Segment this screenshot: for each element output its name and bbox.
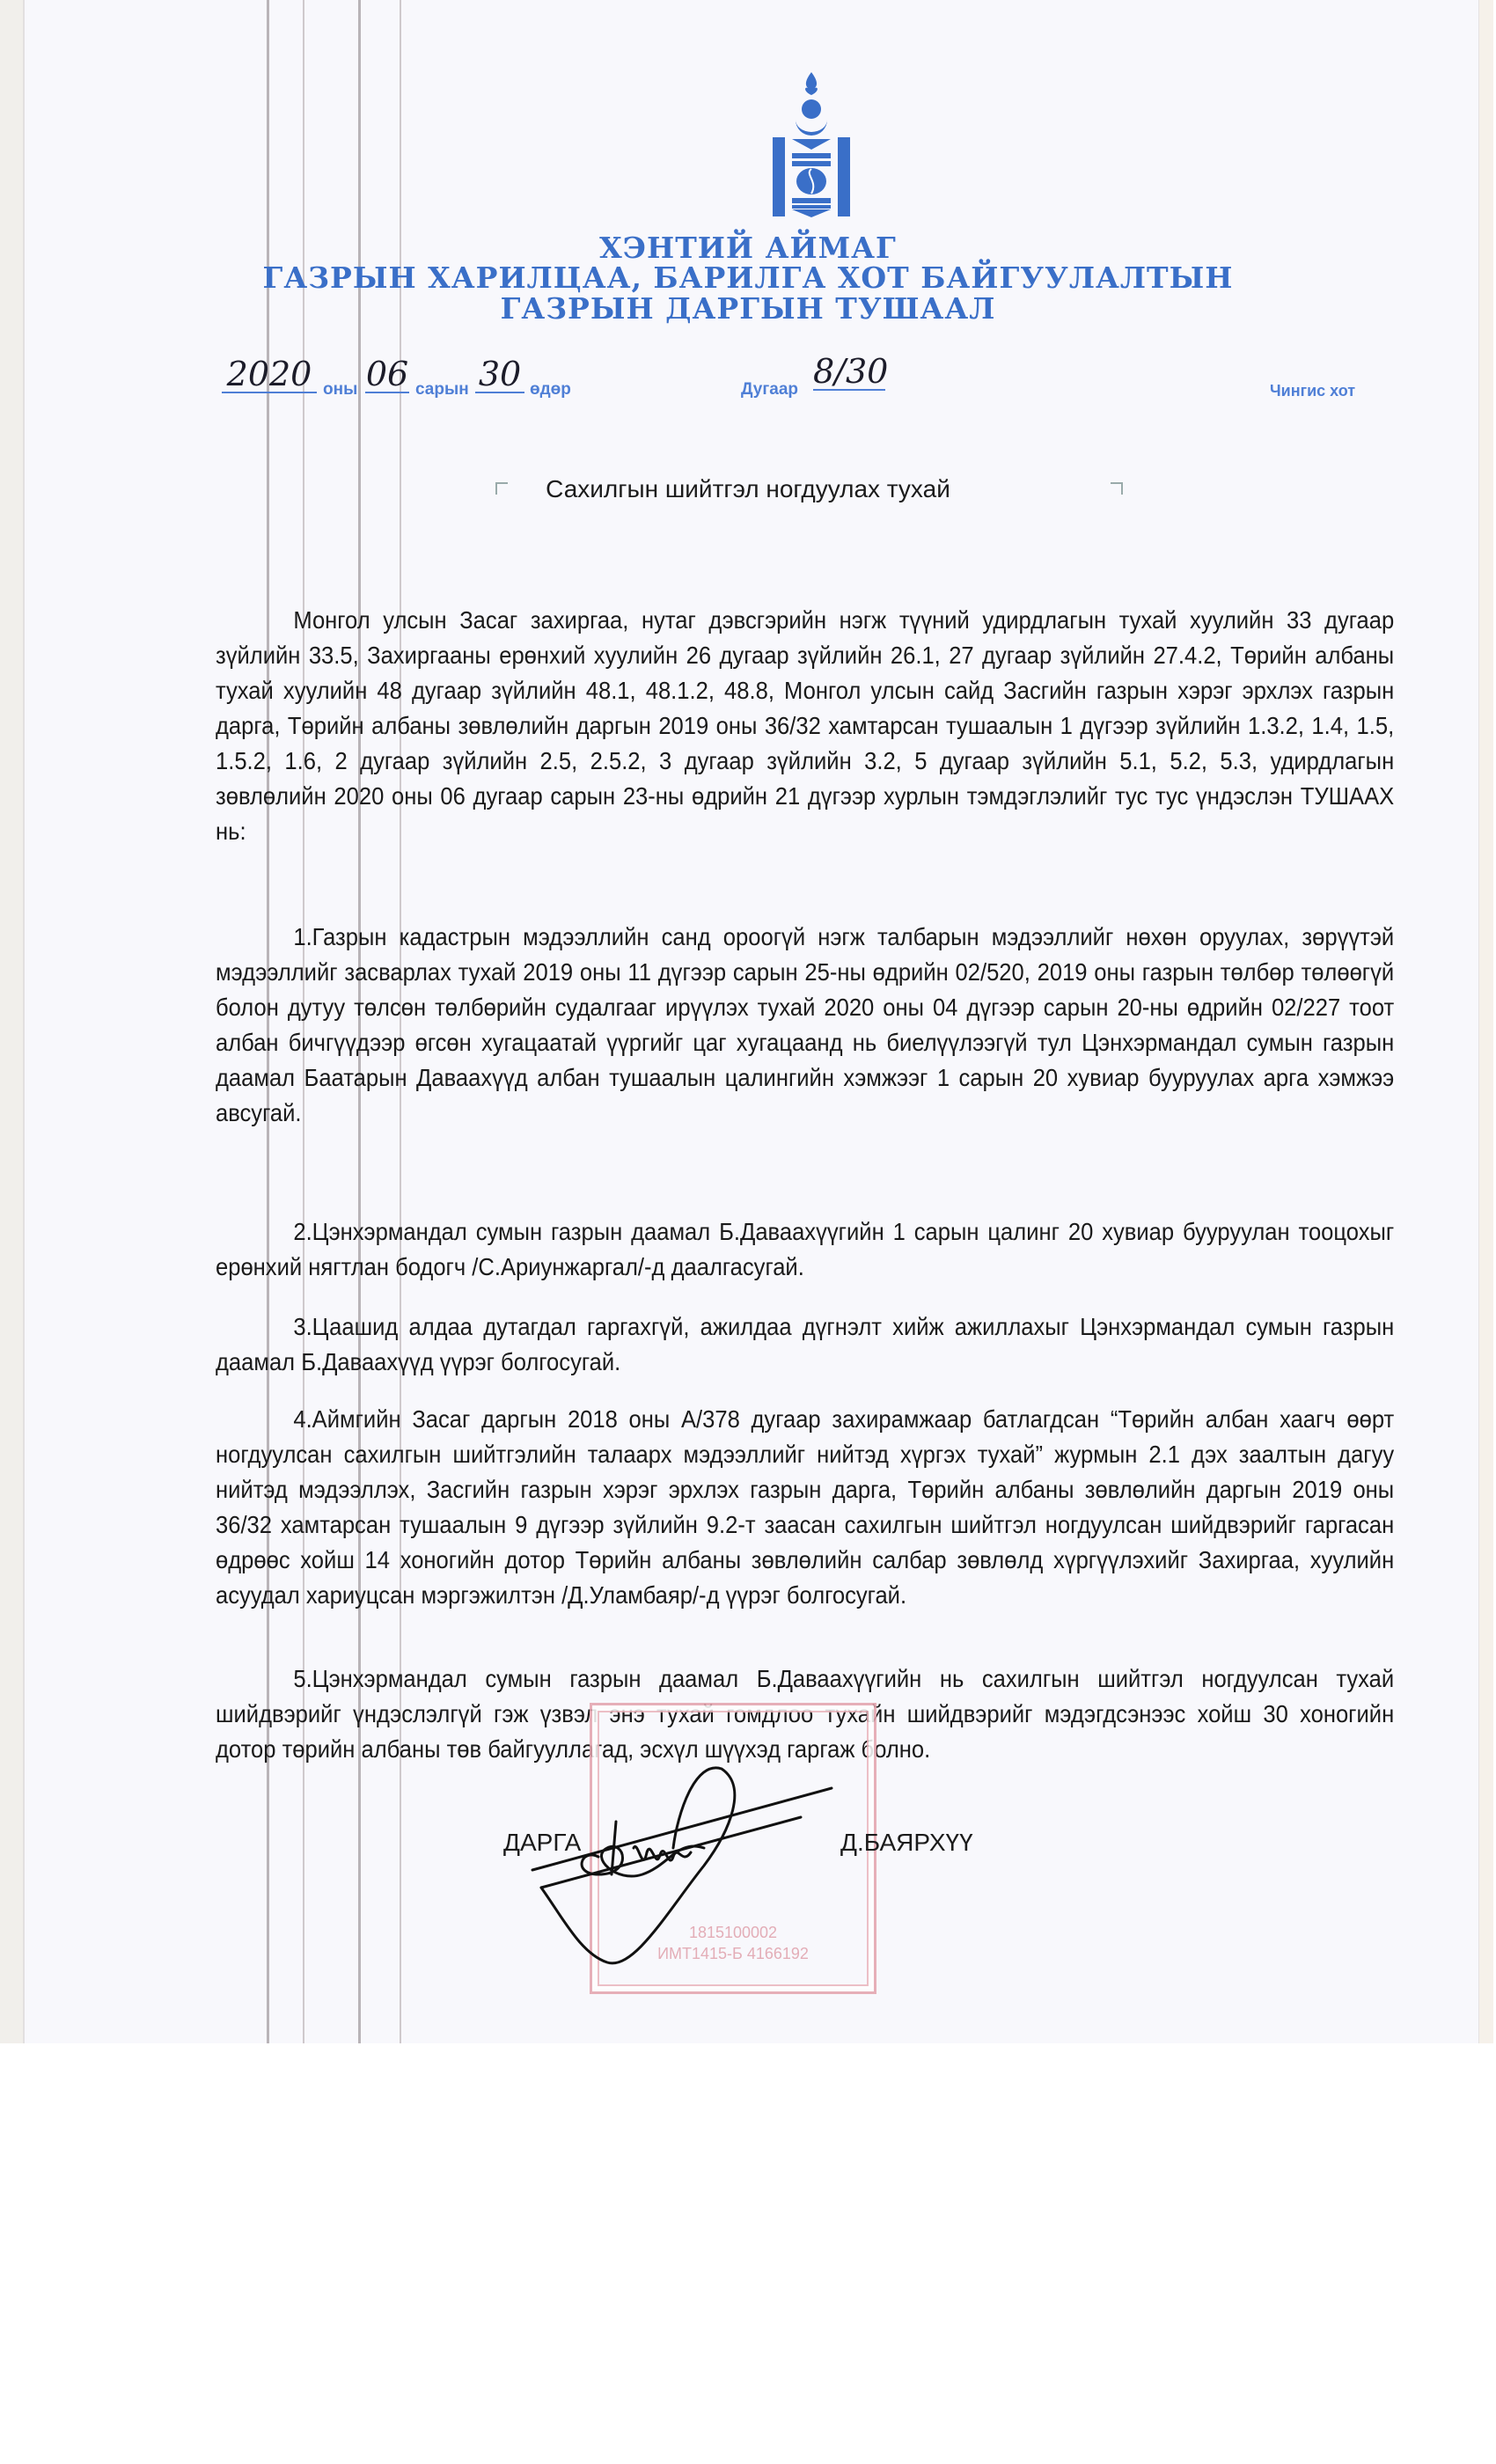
- handwritten-signature-icon: [528, 1751, 933, 2015]
- signatory-position: ДАРГА: [503, 1829, 582, 1856]
- place-label: Чингис хот: [1270, 382, 1356, 400]
- document-body: [216, 920, 1395, 1131]
- date-day: 30: [475, 356, 524, 393]
- clause-1-paragraph: 1.Газрын кадастрын мэдээллийн санд ороогүй нэгж талбарын мэдээллийг нөхөн оруулах, зөрүүтэй мэдээллийг засварлах тухай 2019 оны 11 дүгээр сарын 25-ны өдрийн 02/520, 2019 оны газрын төлбөр төлөөгүй болон дутуу төлсөн төлбөрийн судалгааг ирүүлэх тухай 2020 оны 04 дүгээр сарын 20-ны өдрийн 02/227 тоот албан бичгүүдээр өгсөн хугацаатай үүргийг цаг хугацаанд нь биелүүлээгүй тул Цэнхэрмандал сумын газрын даамал Баатарын Даваахүүд албан тушаалын цалингийн хэмжээг 1 сарын 20 хувиар бууруулах арга хэмжээ авсугай.: [216, 923, 1395, 1126]
- clause-3-paragraph: 3.Цаашид алдаа дутагдал гаргахгүй, ажилдаа дүгнэлт хийж ажиллахыг Цэнхэрмандал сумын газрын даамал Б.Даваахүүд үүрэг болгосугай.: [216, 1313, 1395, 1375]
- letterhead-line-3: ГАЗРЫН ДАРГЫН ТУШААЛ: [500, 291, 996, 326]
- stamp-number-1: 1815100002: [688, 1924, 778, 1941]
- clause-5-paragraph: 5.Цэнхэрмандал сумын газрын даамал Б.Даваахүүгийн нь сахилгын шийтгэл ногдуулсан тухай шийдвэрийг үндэслэлгүй гэж үзвэл энэ тухай гомдлоо тухайн шийдвэрийг мэдэгдсэнээс хойш 30 хоногийн дотор төрийн албаны төв байгууллагад, эсхүл шүүхэд гаргаж болно.: [216, 1665, 1395, 1763]
- clause-2-paragraph: 2.Цэнхэрмандал сумын газрын даамал Б.Даваахүүгийн 1 сарын цалинг 20 хувиар бууруулан тооцохыг ерөнхий нягтлан бодогч /С.Ариунжаргал/-д даалгасугай.: [216, 1218, 1395, 1280]
- document-body: [216, 1214, 1395, 1285]
- date-day-label: өдөр: [530, 380, 571, 399]
- date-month-label: сарын: [415, 380, 469, 399]
- document-body: [216, 1309, 1395, 1380]
- document-title: Сахилгын шийтгэл ногдуулах тухай: [546, 475, 950, 502]
- order-number-label: Дугаар: [741, 380, 798, 399]
- clause-4-paragraph: 4.Аймгийн Засаг даргын 2018 оны А/378 дугаар захирамжаар батлагдсан “Төрийн албан хаагч өөрт ногдуулсан сахилгын шийтгэлийн талаарх мэдээллийг нийтэд хүргэх тухай” журмын 2.1 дэх заалтын дагуу нийтэд мэдээллэх, Засгийн газрын хэрэг эрхлэх газрын дарга, Төрийн албаны зөвлөлийн даргын 2019 оны 36/32 хамтарсан тушаалын 9 дүгээр зүйлийн 9.2-т заасан сахилгын шийтгэл ногдуулсан шийдвэрийг гаргасан өдрөөс хойш 14 хоногийн дотор Төрийн албаны зөвлөлийн салбар зөвлөлд хүргүүлэхийг Захиргаа, хуулийн асуудал хариуцсан мэргэжилтэн /Д.Уламбаяр/-д үүрэг болгосугай.: [216, 1405, 1395, 1609]
- letterhead-line-2: ГАЗРЫН ХАРИЛЦАА, БАРИЛГА ХОТ БАЙГУУЛАЛТЫН: [262, 260, 1234, 295]
- preamble-paragraph: Монгол улсын Засаг захиргаа, нутаг дэвсгэрийн нэгж түүний удирдлагын тухай хуулийн 33 дугаар зүйлийн 33.5, Захиргааны ерөнхий хуулийн 26 дугаар зүйлийн 26.1, 27 дугаар зүйлийн 27.4.2, Төрийн албаны тухай хуулийн 48 дугаар зүйлийн 48.1, 48.1.2, 48.8, Монгол улсын сайд Засгийн газрын хэрэг эрхлэх газрын дарга, Төрийн албаны зөвлөлийн даргын 2019 оны 36/32 хамтарсан тушаалын 1 дүгээр зүйлийн 1.3.2, 1.4, 1.5, 1.5.2, 1.6, 2 дугаар зүйлийн 2.5, 2.5.2, 3 дугаар зүйлийн 3.2, 5 дугаар зүйлийн 5.1, 5.2, 5.3, удирдлагын зөвлөлийн 2020 оны 06 дугаар сарын 23-ны өдрийн 21 дүгээр хурлын тэмдэглэлийг тус тус үндэслэн ТУШААХ нь:: [216, 606, 1395, 845]
- date-month: 06: [365, 355, 409, 393]
- order-number: 8/30: [813, 352, 889, 391]
- soyombo-emblem-icon: [771, 70, 852, 218]
- stamp-number-2: ИМТ1415-Б 4166192: [657, 1945, 809, 1962]
- date-year: 2020: [222, 356, 317, 393]
- title-bracket-right: [1111, 482, 1123, 495]
- letterhead-line-1: ХЭНТИЙ АЙМАГ: [599, 231, 897, 265]
- document-body: [216, 603, 1395, 849]
- signatory-name: Д.БАЯРХҮҮ: [840, 1829, 973, 1856]
- document-body: [216, 1402, 1395, 1613]
- date-year-label: оны: [323, 380, 358, 399]
